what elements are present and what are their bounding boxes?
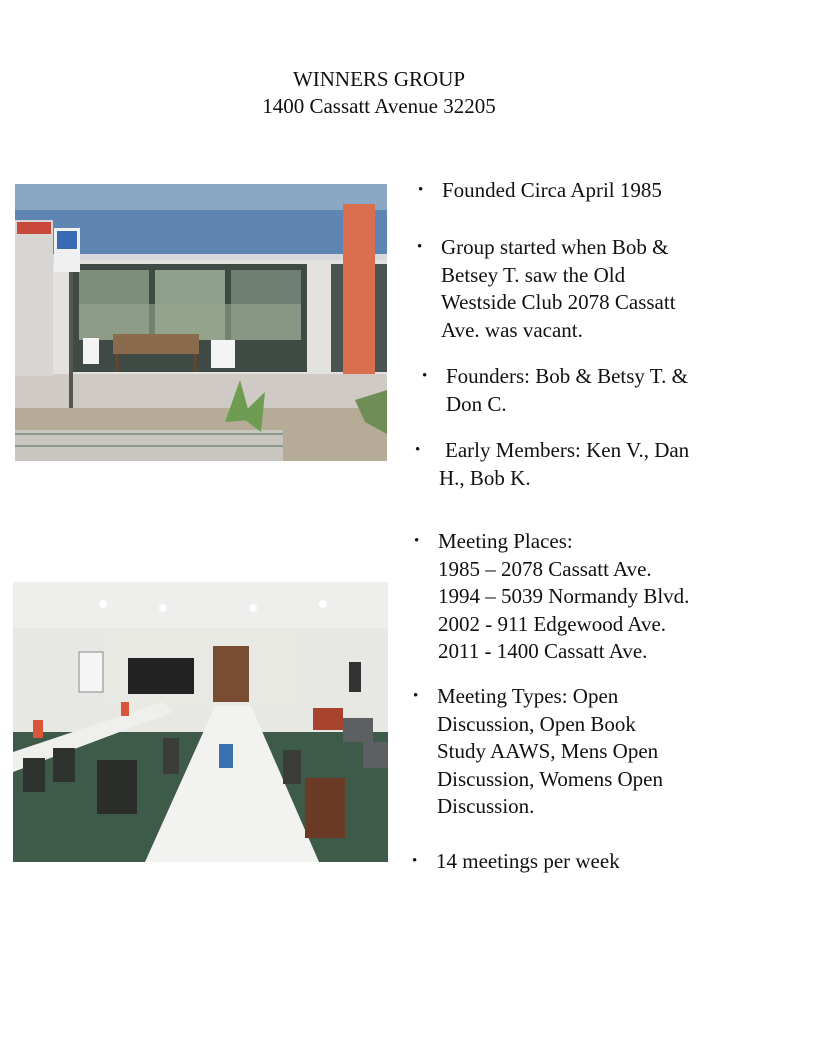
fact-line: 2011 - 1400 Cassatt Ave. [438, 639, 648, 663]
fact-line: Betsey T. saw the Old [441, 262, 626, 287]
fact-line: Westside Club 2078 Cassatt [441, 290, 676, 314]
fact-line: Study AAWS, Mens Open [437, 739, 659, 763]
fact-line: 1985 – 2078 Cassatt Ave. [438, 556, 652, 581]
fact-line: Discussion, Open Book [437, 711, 636, 736]
document-header [0, 66, 758, 120]
fact-line: Ave. was vacant. [441, 317, 583, 342]
fact-line: • 14 meetings per week [436, 849, 620, 873]
fact-line: 1994 – 5039 Normandy Blvd. [438, 584, 690, 608]
fact-line: Don C. [446, 391, 507, 416]
fact-line: 2002 - 911 Edgewood Ave. [438, 611, 667, 636]
group-address: 1400 Cassatt Avenue 32205 [262, 94, 496, 118]
fact-meetings-per-week [412, 848, 620, 876]
fact-line: • Meeting Places: [438, 529, 573, 553]
photo-building-exterior [15, 184, 387, 461]
photo-meeting-room [13, 582, 388, 862]
fact-line: • Early Members: Ken V., Dan [445, 438, 690, 462]
fact-line: • Group started when Bob & [441, 235, 669, 259]
fact-founders [422, 363, 688, 418]
fact-meeting-places [414, 528, 689, 666]
fact-founded [418, 177, 662, 205]
group-title: WINNERS GROUP [292, 67, 466, 91]
fact-group-started [417, 234, 676, 344]
fact-early-members [415, 437, 689, 492]
fact-line: H., Bob K. [439, 465, 531, 490]
fact-line: • Founded Circa April 1985 [442, 178, 662, 202]
fact-line: • Founders: Bob & Betsy T. & [446, 364, 688, 388]
fact-meeting-types [413, 683, 663, 821]
fact-line: • Meeting Types: Open [437, 684, 619, 708]
fact-line: Discussion, Womens Open [437, 766, 663, 791]
fact-line: Discussion. [437, 794, 535, 818]
